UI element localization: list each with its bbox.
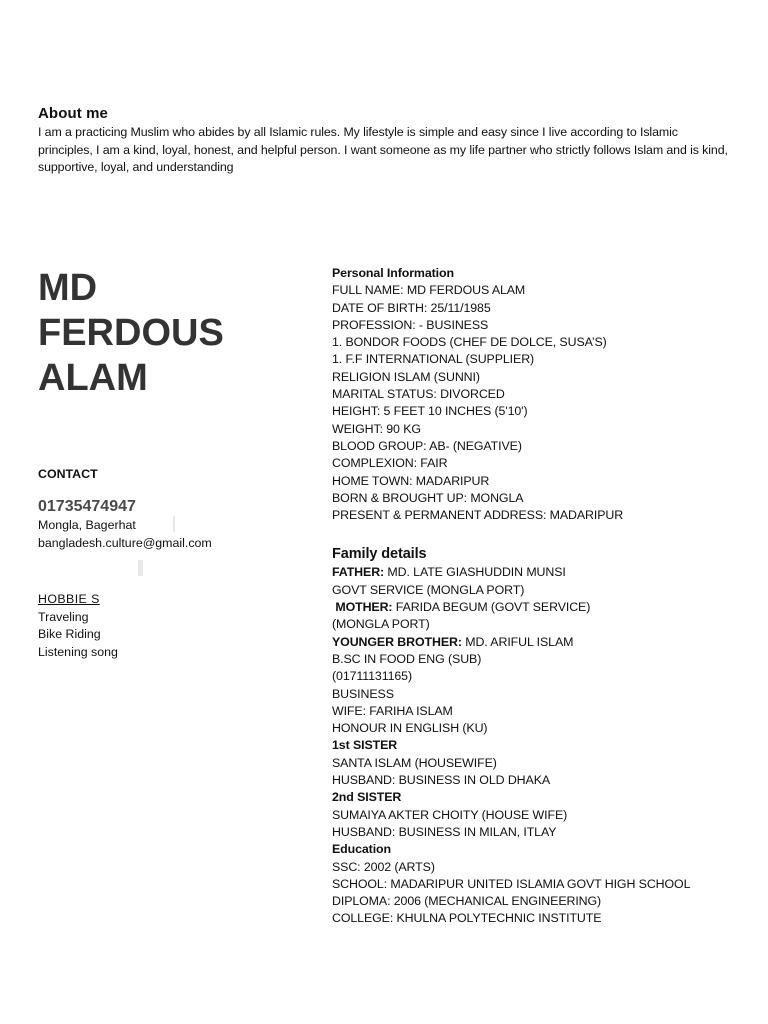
hobby-item: Listening song	[38, 644, 118, 659]
personal-home-town: HOME TOWN: MADARIPUR	[332, 473, 490, 488]
family-father	[332, 564, 742, 581]
faint-mark-1	[173, 516, 175, 532]
father-label: FATHER:	[332, 565, 385, 580]
education-title: Education	[332, 842, 391, 857]
family-sister-2-husband: HUSBAND: BUSINESS IN MILAN, ITLAY	[332, 824, 557, 839]
family-brother-phone: (01711131165)	[332, 669, 412, 684]
family-sister-1-name: SANTA ISLAM (HOUSEWIFE)	[332, 755, 497, 770]
family-sister-2-title: 2nd SISTER	[332, 790, 402, 805]
education-ssc: SSC: 2002 (ARTS)	[332, 859, 435, 874]
contact-heading: CONTACT	[38, 467, 98, 481]
education-college: COLLEGE: KHULNA POLYTECHNIC INSTITUTE	[332, 911, 602, 926]
education-school: SCHOOL: MADARIPUR UNITED ISLAMIA GOVT HIGH SCHOOL	[332, 876, 691, 891]
personal-address: PRESENT & PERMANENT ADDRESS: MADARIPUR	[332, 508, 624, 523]
personal-dob: DATE OF BIRTH: 25/11/1985	[332, 300, 491, 315]
hobby-item: Bike Riding	[38, 627, 101, 641]
about-section	[38, 105, 728, 177]
contact-location: Mongla, Bagerhat	[38, 518, 136, 532]
family-sister-1-title: 1st SISTER	[332, 738, 398, 753]
family-father-job: GOVT SERVICE (MONGLA PORT)	[332, 582, 525, 597]
personal-height: HEIGHT: 5 FEET 10 INCHES (5'10')	[332, 404, 528, 419]
education-diploma: DIPLOMA: 2006 (MECHANICAL ENGINEERING)	[332, 894, 602, 909]
family-mother-place: (MONGLA PORT)	[332, 617, 430, 632]
family-brother-wife-education: HONOUR IN ENGLISH (KU)	[332, 721, 488, 736]
personal-weight: WEIGHT: 90 KG	[332, 421, 421, 436]
brother-value: MD. ARIFUL ISLAM	[461, 634, 574, 649]
personal-blood-group: BLOOD GROUP: AB- (NEGATIVE)	[332, 438, 522, 453]
personal-marital-status: MARITAL STATUS: DIVORCED	[332, 387, 505, 402]
personal-job-2: 1. F.F INTERNATIONAL (SUPPLIER)	[332, 352, 535, 367]
hobbies-title: HOBBIE S	[38, 592, 100, 606]
hobbies-section	[38, 591, 118, 661]
profile-name	[38, 266, 224, 401]
personal-complexion: COMPLEXION: FAIR	[332, 456, 448, 471]
name-line-1: MD	[38, 267, 98, 309]
mother-label: MOTHER:	[332, 600, 393, 615]
name-line-2: FERDOUS	[38, 312, 224, 354]
about-title: About me	[38, 105, 108, 122]
family-brother-education: B.SC IN FOOD ENG (SUB)	[332, 651, 482, 666]
personal-job-1: 1. BONDOR FOODS (CHEF DE DOLCE, SUSA’S)	[332, 335, 607, 350]
family-sister-2-name: SUMAIYA AKTER CHOITY (HOUSE WIFE)	[332, 807, 568, 822]
personal-full-name: FULL NAME: MD FERDOUS ALAM	[332, 283, 526, 298]
about-text: I am a practicing Muslim who abides by all Islamic rules. My lifestyle is simple and easy since I live according to Islamic principles, I am a kind, loyal, honest, and helpful person. I want someone as my life partner who strictly follows Islam and is kind, supportive, loyal, and understanding	[38, 125, 728, 174]
contact-email[interactable]: bangladesh.culture@gmail.com	[38, 536, 212, 550]
family-brother	[332, 634, 742, 651]
family-brother-wife: WIFE: FARIHA ISLAM	[332, 703, 453, 718]
personal-profession: PROFESSION: - BUSINESS	[332, 317, 489, 332]
personal-born-brought-up: BORN & BROUGHT UP: MONGLA	[332, 490, 524, 505]
personal-religion: RELIGION ISLAM (SUNNI)	[332, 369, 480, 384]
family-brother-job: BUSINESS	[332, 686, 394, 701]
details-column	[332, 265, 742, 928]
faint-mark-2	[138, 560, 143, 576]
name-line-3: ALAM	[38, 357, 148, 399]
family-mother	[332, 599, 742, 616]
family-title: Family details	[332, 546, 427, 563]
personal-info-title: Personal Information	[332, 266, 454, 280]
family-sister-1-husband: HUSBAND: BUSINESS IN OLD DHAKA	[332, 773, 551, 788]
brother-label: YOUNGER BROTHER:	[332, 634, 462, 649]
mother-value: FARIDA BEGUM (GOVT SERVICE)	[392, 600, 591, 615]
contact-phone: 01735474947	[38, 498, 136, 515]
hobby-item: Traveling	[38, 609, 89, 624]
father-value: MD. LATE GIASHUDDIN MUNSI	[384, 565, 566, 580]
